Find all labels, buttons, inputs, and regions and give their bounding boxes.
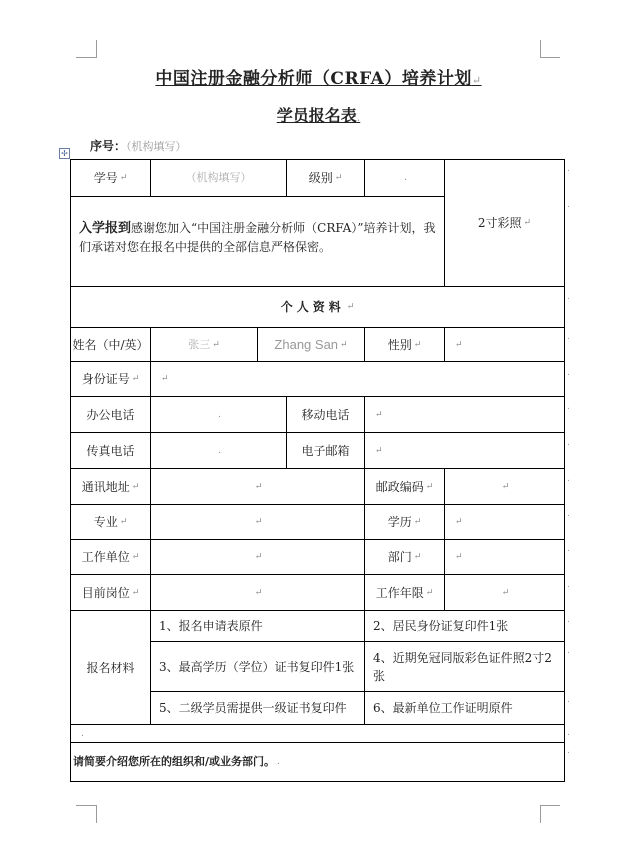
postcode-label-cell: 邮政编码 ↵: [365, 469, 445, 505]
material-item-5: 5、二级学员需提供一级证书复印件: [151, 692, 365, 725]
row-end-mark: .: [567, 728, 570, 738]
row-end-mark: .: [567, 580, 570, 590]
material-item-6: 6、最新单位工作证明原件: [365, 692, 565, 725]
position-label-cell: 目前岗位 ↵: [71, 575, 151, 611]
row-end-mark: .: [567, 332, 570, 342]
document-subtitle: 学员报名表.: [276, 106, 361, 125]
office-phone-value-cell[interactable]: .: [151, 397, 287, 433]
table-move-handle-icon[interactable]: ✢: [59, 148, 70, 159]
id-number-value-cell[interactable]: ↵: [151, 362, 565, 397]
fax-value-cell[interactable]: .: [151, 433, 287, 469]
postcode-value-cell[interactable]: ↵: [445, 469, 565, 505]
referral-note-cell[interactable]: 请简要介绍您所在的组织和/或业务部门。 .: [71, 743, 565, 781]
material-item-1: 1、报名申请表原件: [151, 611, 365, 642]
material-item-2: 2、居民身份证复印件1张: [365, 611, 565, 642]
row-end-mark: .: [567, 746, 570, 756]
position-value-cell[interactable]: ↵: [151, 575, 365, 611]
photo-cell[interactable]: 2寸彩照 ↵: [445, 160, 565, 287]
row-end-mark: .: [567, 164, 570, 174]
crop-mark-bottom-right-v: [540, 805, 541, 823]
registration-form-table: [70, 159, 565, 782]
email-label-cell: 电子邮箱: [287, 433, 365, 469]
row-end-mark: .: [567, 438, 570, 448]
crop-mark-top-right-h: [540, 57, 560, 58]
department-value-cell[interactable]: ↵: [445, 540, 565, 575]
name-chinese-cell[interactable]: 张三 ↵: [151, 328, 258, 362]
material-item-4: 4、近期免冠同版彩色证件照2寸2张: [365, 642, 565, 692]
personal-info-section-header: 个人资料 ↵: [71, 287, 565, 328]
major-value-cell[interactable]: ↵: [151, 505, 365, 540]
major-label-cell: 专业 ↵: [71, 505, 151, 540]
mobile-label-cell: 移动电话: [287, 397, 365, 433]
crop-mark-top-right-v: [540, 40, 541, 58]
row-end-mark: .: [567, 544, 570, 554]
crop-mark-bottom-left-h: [76, 805, 96, 806]
crop-mark-bottom-right-h: [540, 805, 560, 806]
row-end-mark: .: [567, 646, 570, 656]
student-id-label-cell: 学号 ↵: [71, 160, 151, 197]
office-phone-label-cell: 办公电话: [71, 397, 151, 433]
row-end-mark: .: [567, 474, 570, 484]
address-label-cell: 通讯地址 ↵: [71, 469, 151, 505]
gender-label-cell: 性别 ↵: [365, 328, 445, 362]
years-label-cell: 工作年限 ↵: [365, 575, 445, 611]
employer-label-cell: 工作单位 ↵: [71, 540, 151, 575]
document-title: 中国注册金融分析师（CRFA）培养计划↵: [155, 69, 482, 89]
email-value-cell[interactable]: ↵: [365, 433, 565, 469]
row-end-mark: .: [567, 615, 570, 625]
id-number-label-cell: 身份证号 ↵: [71, 362, 151, 397]
department-label-cell: 部门 ↵: [365, 540, 445, 575]
spacer-row: .: [71, 725, 565, 743]
name-english-cell[interactable]: Zhang San ↵: [258, 328, 365, 362]
row-end-mark: .: [567, 402, 570, 412]
fax-label-cell: 传真电话: [71, 433, 151, 469]
address-value-cell[interactable]: ↵: [151, 469, 365, 505]
crop-mark-bottom-left-v: [96, 805, 97, 823]
employer-value-cell[interactable]: ↵: [151, 540, 365, 575]
crop-mark-top-left-v: [96, 40, 97, 58]
education-value-cell[interactable]: ↵: [445, 505, 565, 540]
row-end-mark: .: [567, 292, 570, 302]
row-end-mark: .: [567, 368, 570, 378]
materials-label-cell: 报名材料: [71, 611, 151, 725]
student-id-value-cell[interactable]: （机构填写）: [151, 160, 287, 197]
row-end-mark: .: [567, 200, 570, 210]
years-value-cell[interactable]: ↵: [445, 575, 565, 611]
mobile-value-cell[interactable]: ↵: [365, 397, 565, 433]
level-label-cell: 级别 ↵: [287, 160, 365, 197]
row-end-mark: .: [567, 695, 570, 705]
level-value-cell[interactable]: .: [365, 160, 445, 197]
material-item-3: 3、最高学历（学位）证书复印件1张: [151, 642, 365, 692]
intro-text-cell: 入学报到感谢您加入“中国注册金融分析师（CRFA）”培养计划，我们承诺对您在报名中提供的全部信息严格保密。: [71, 197, 445, 287]
serial-number-line: 序号：（机构填写）: [90, 139, 187, 153]
row-end-mark: .: [567, 509, 570, 519]
crop-mark-top-left-h: [76, 57, 96, 58]
education-label-cell: 学历 ↵: [365, 505, 445, 540]
gender-value-cell[interactable]: ↵: [445, 328, 565, 362]
name-label-cell: 姓名（中/英）: [71, 328, 151, 362]
